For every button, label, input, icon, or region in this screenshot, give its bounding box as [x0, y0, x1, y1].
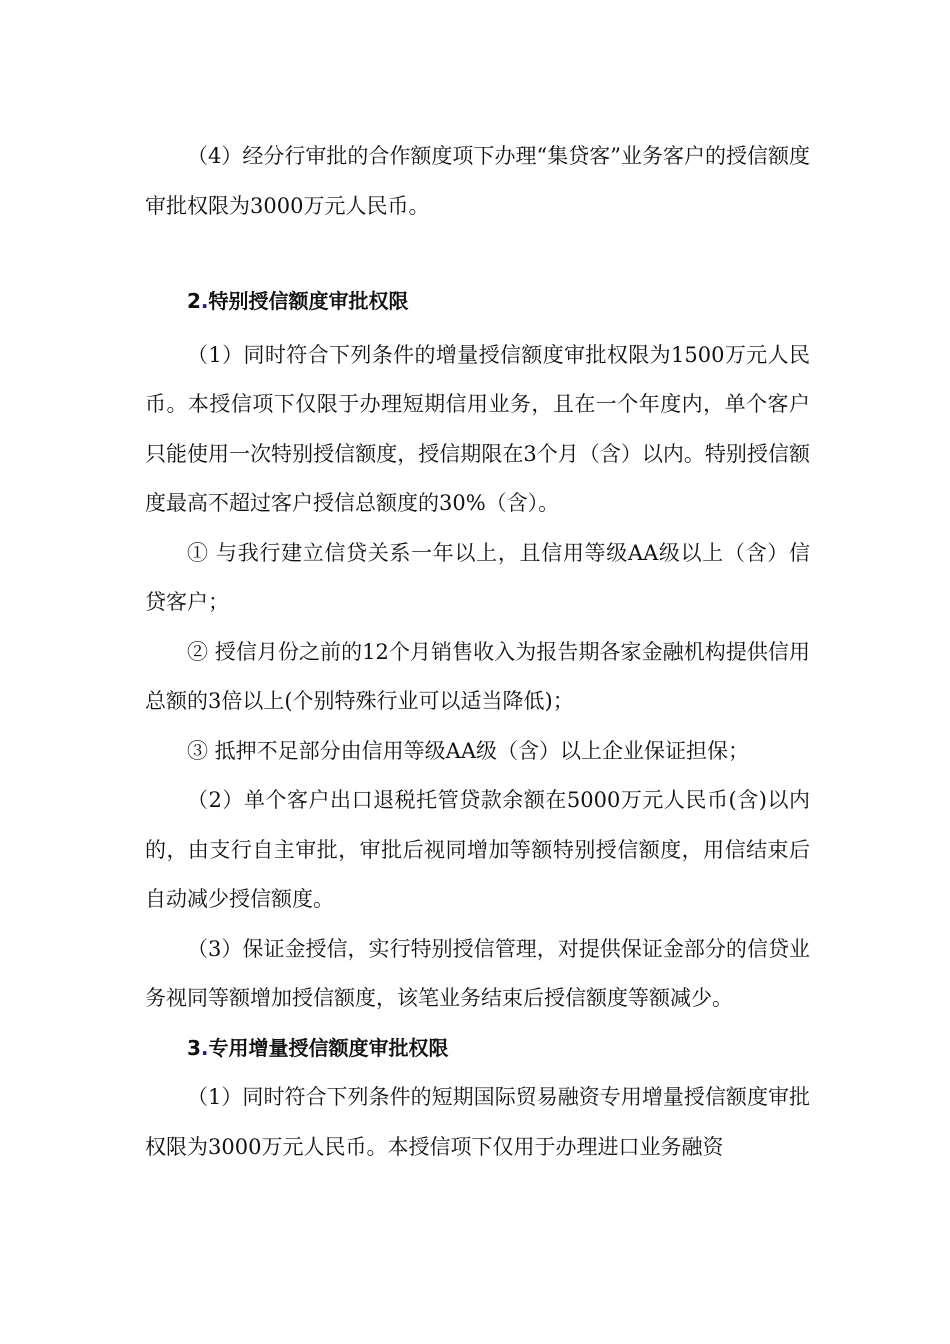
paragraph-trade-finance-credit: （1）同时符合下列条件的短期国际贸易融资专用增量授信额度审批权限为3000万元人民币。本授信项下仅用于办理进口业务融资 [145, 1085, 810, 1159]
heading-number: 3 [187, 1035, 201, 1060]
paragraph-deposit-credit: （3）保证金授信，实行特别授信管理，对提供保证金部分的信贷业务视同等额增加授信额度，该笔业务结束后授信额度等额减少。 [145, 936, 810, 1010]
section-heading-dedicated-credit [145, 1024, 810, 1074]
list-item-condition-3: ③ 抵押不足部分由信用等级AA级（含）以上企业保证担保； [187, 738, 750, 763]
paragraph-special-credit-conditions: （1）同时符合下列条件的增量授信额度审批权限为1500万元人民币。本授信项下仅限于办理短期信用业务，且在一个年度内，单个客户只能使用一次特别授信额度，授信期限在3个月（含）以内。特别授信额度最高不超过客户授信总额度的30%（含）。 [145, 342, 810, 515]
list-item-condition-1: ① 与我行建立信贷关系一年以上，且信用等级AA级以上（含）信贷客户； [145, 540, 810, 614]
heading-dot: . [200, 1035, 209, 1060]
heading-number: 2 [187, 289, 201, 313]
heading-title: 专用增量授信额度审批权限 [208, 1035, 449, 1060]
heading-dot: . [200, 289, 209, 313]
list-item-condition-2: ② 授信月份之前的12个月销售收入为报告期各家金融机构提供信用总额的3倍以上(个别特殊行业可以适当降低)； [145, 639, 810, 713]
paragraph-export-tax-rebate: （2）单个客户出口退税托管贷款余额在5000万元人民币(含)以内的，由支行自主审批，审批后视同增加等额特别授信额度，用信结束后自动减少授信额度。 [145, 788, 810, 911]
section-heading-special-credit [145, 277, 810, 327]
heading-title: 特别授信额度审批权限 [208, 289, 409, 313]
section-spacer [145, 231, 810, 277]
document-page [145, 132, 810, 1172]
paragraph-cooperation-limit: （4）经分行审批的合作额度项下办理“集贷客”业务客户的授信额度审批权限为3000万元人民币。 [145, 144, 810, 218]
